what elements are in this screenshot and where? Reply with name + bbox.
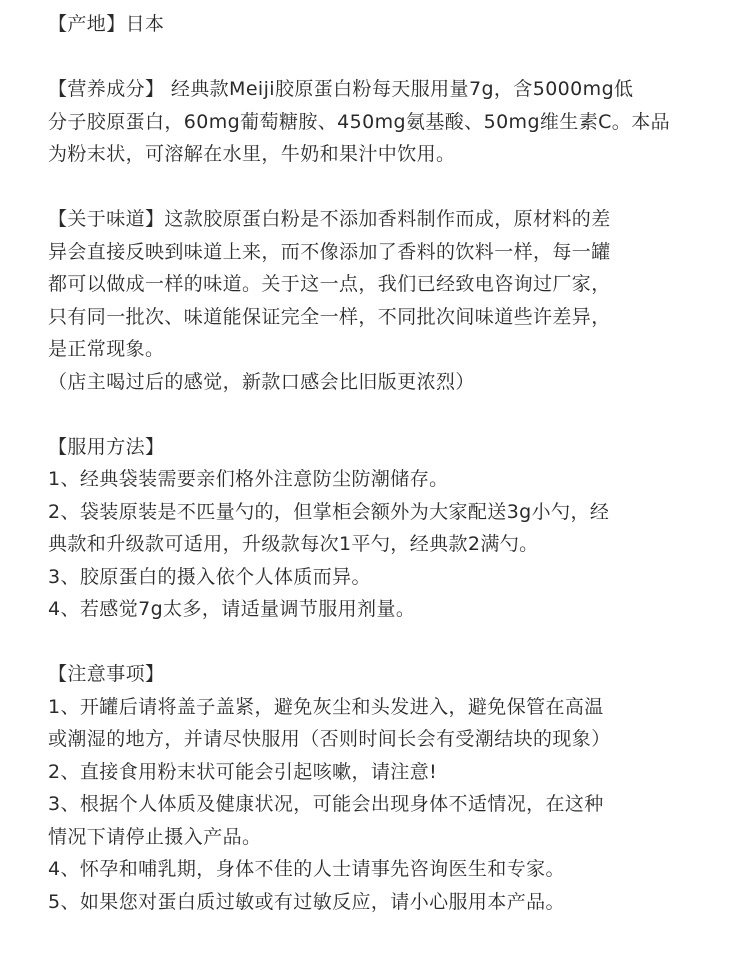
origin-line: 【产地】日本 bbox=[48, 13, 165, 35]
section-spacer bbox=[48, 398, 710, 431]
notes-item: 5、如果您对蛋白质过敏或有过敏反应，请小心服用本产品。 bbox=[48, 890, 565, 913]
nutrition-line: 【营养成分】 经典款Meiji胶原蛋白粉每天服用量7g，含5000mg低 bbox=[48, 78, 634, 100]
notes-item: 情况下请停止摄入产品。 bbox=[48, 825, 262, 848]
usage-item: 4、若感觉7g太多，请适量调节服用剂量。 bbox=[48, 598, 416, 620]
section-spacer bbox=[48, 626, 710, 659]
taste-line: 都可以做成一样的味道。关于这一点，我们已经致电咨询过厂家， bbox=[48, 273, 611, 295]
taste-line: 异会直接反映到味道上来，而不像添加了香料的饮料一样，每一罐 bbox=[48, 240, 611, 263]
notes-item: 或潮湿的地方，并请尽快服用（否则时间长会有受潮结块的现象） bbox=[48, 728, 611, 750]
usage-item: 1、经典袋装需要亲们格外注意防尘防潮储存。 bbox=[48, 468, 449, 490]
notes-item: 3、根据个人体质及健康状况，可能会出现身体不适情况，在这种 bbox=[48, 793, 604, 815]
notes-item: 1、开罐后请将盖子盖紧，避免灰尘和头发进入，避免保管在高温 bbox=[48, 695, 604, 718]
taste-line: 【关于味道】这款胶原蛋白粉是不添加香料制作而成，原材料的差 bbox=[48, 208, 611, 230]
usage-item: 典款和升级款可适用，升级款每次1平勺，经典款2满勺。 bbox=[48, 533, 539, 555]
nutrition-line: 为粉末状，可溶解在水里，牛奶和果汁中饮用。 bbox=[48, 143, 456, 165]
usage-item: 2、袋装原装是不匹量勺的，但掌柜会额外为大家配送3g小勺，经 bbox=[48, 500, 610, 523]
notes-item: 2、直接食用粉末状可能会引起咳嗽，请注意! bbox=[48, 760, 438, 783]
taste-line: 只有同一批次、味道能保证完全一样，不同批次间味道些许差异， bbox=[48, 305, 611, 328]
notes-heading: 【注意事项】 bbox=[48, 663, 165, 685]
usage-item: 3、胶原蛋白的摄入依个人体质而异。 bbox=[48, 565, 371, 588]
taste-line: 是正常现象。 bbox=[48, 338, 165, 360]
notes-section bbox=[48, 658, 710, 918]
usage-section bbox=[48, 431, 710, 626]
taste-section bbox=[48, 203, 710, 398]
section-spacer bbox=[48, 41, 710, 74]
usage-heading: 【服用方法】 bbox=[48, 435, 165, 458]
notes-item: 4、怀孕和哺乳期，身体不佳的人士请事先咨询医生和专家。 bbox=[48, 858, 565, 880]
nutrition-line: 分子胶原蛋白，60mg葡萄糖胺、450mg氨基酸、50mg维生素C。本品 bbox=[48, 110, 670, 133]
nutrition-section bbox=[48, 73, 710, 171]
section-spacer bbox=[48, 171, 710, 204]
taste-note: （店主喝过后的感觉，新款口感会比旧版更浓烈） bbox=[48, 370, 475, 393]
